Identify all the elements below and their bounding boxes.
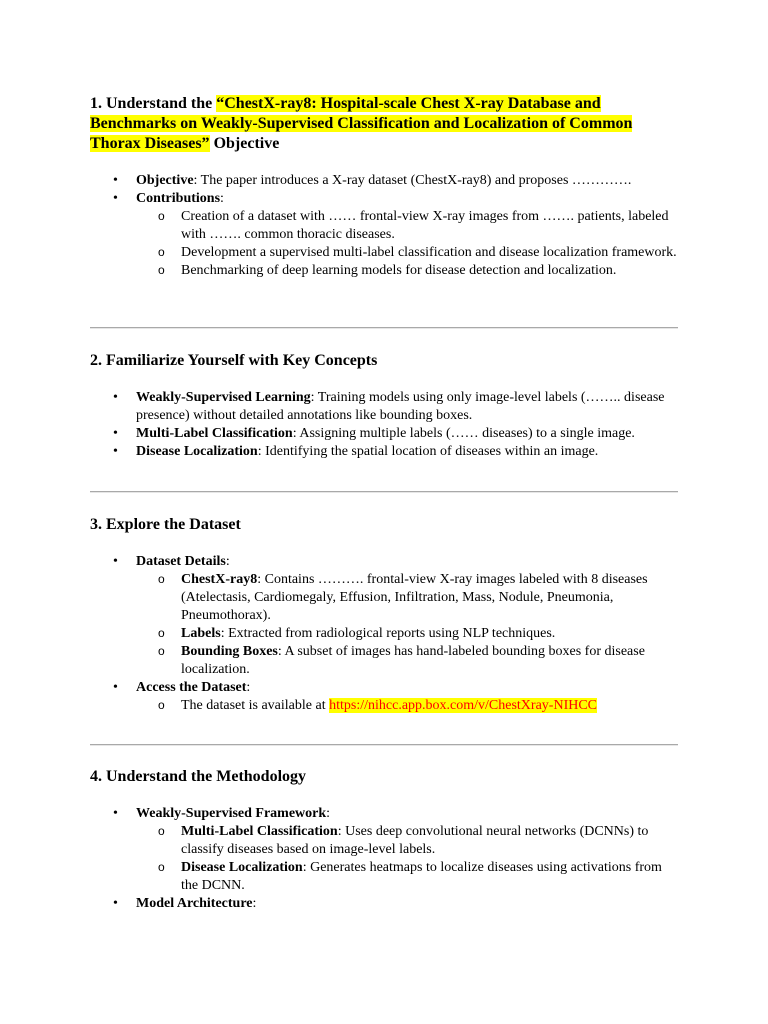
objective-list (90, 172, 680, 280)
concepts-list (90, 389, 680, 461)
list-item: o The dataset is available at https://nihcc.app.box.com/v/ChestXray-NIHCC (136, 697, 680, 715)
paper-title-highlight: “ChestX-ray8: Hospital-scale Chest X-ray Database and Benchmarks on Weakly-Supervised Classification and Localization of Common Thorax Diseases” (90, 95, 633, 152)
list-item: o ChestX-ray8: Contains ………. frontal-view X-ray images labeled with 8 diseases (Atelectasis, Cardiomegaly, Effusion, Infiltration, Mass, Nodule, Pneumonia, Pneumothorax). (136, 571, 680, 625)
dataset-list (90, 553, 680, 715)
section-methodology (90, 767, 680, 913)
section-3-heading: 3. Explore the Dataset (90, 516, 241, 533)
dataset-link[interactable]: https://nihcc.app.box.com/v/ChestXray-NIHCC (329, 698, 598, 713)
horizontal-rule (90, 327, 678, 329)
list-item: • Model Architecture: (90, 895, 680, 913)
list-item: o Bounding Boxes: A subset of images has hand-labeled bounding boxes for disease localization. (136, 643, 680, 679)
section-dataset (90, 515, 680, 715)
list-item: • Access the Dataset: o The dataset is available at https://nihcc.app.box.com/v/ChestXray-NIHCC (90, 679, 680, 715)
dataset-details-sublist (136, 571, 680, 679)
contributions-sublist (136, 208, 680, 280)
list-item: • Objective: The paper introduces a X-ray dataset (ChestX-ray8) and proposes …………. (90, 172, 680, 190)
list-item: • Contributions: o Creation of a dataset with …… frontal-view X-ray images from ……. patients, labeled with ……. common thoracic diseases. o Development a supervised multi-label classification and disease localization framework. o Benchmarking of deep learning models for disease detection and localization. (90, 190, 680, 280)
section-4-heading: 4. Understand the Methodology (90, 768, 307, 785)
section-2-heading: 2. Familiarize Yourself with Key Concepts (90, 352, 378, 369)
horizontal-rule (90, 744, 678, 746)
list-item: o Labels: Extracted from radiological reports using NLP techniques. (136, 625, 680, 643)
list-item: o Creation of a dataset with …… frontal-view X-ray images from ……. patients, labeled with ……. common thoracic diseases. (136, 208, 680, 244)
list-item: o Development a supervised multi-label classification and disease localization framework. (136, 244, 680, 262)
section-objective (90, 94, 680, 280)
list-item: • Weakly-Supervised Learning: Training models using only image-level labels (…….. disease presence) without detailed annotations like bounding boxes. (90, 389, 680, 425)
methodology-list (90, 805, 680, 913)
list-item: o Multi-Label Classification: Uses deep convolutional neural networks (DCNNs) to classify diseases based on image-level labels. (136, 823, 680, 859)
section-1-heading: 1. Understand the “ChestX-ray8: Hospital-scale Chest X-ray Database and Benchmarks on Weakly-Supervised Classification and Localization of Common Thorax Diseases” Objective (90, 95, 633, 152)
framework-sublist (136, 823, 680, 895)
list-item: • Multi-Label Classification: Assigning multiple labels (…… diseases) to a single image. (90, 425, 680, 443)
list-item: o Disease Localization: Generates heatmaps to localize diseases using activations from the DCNN. (136, 859, 680, 895)
list-item: o Benchmarking of deep learning models for disease detection and localization. (136, 262, 680, 280)
list-item: • Weakly-Supervised Framework: o Multi-Label Classification: Uses deep convolutional neural networks (DCNNs) to classify diseases based on image-level labels. o Disease Localization: Generates heatmaps to localize diseases using activations from the DCNN. (90, 805, 680, 895)
access-sublist (136, 697, 680, 715)
horizontal-rule (90, 491, 678, 493)
list-item: • Dataset Details: o ChestX-ray8: Contains ………. frontal-view X-ray images labeled with 8 diseases (Atelectasis, Cardiomegaly, Effusion, Infiltration, Mass, Nodule, Pneumonia, Pneumothorax). o Labels: Extracted from radiological reports using NLP techniques. o Bounding Boxes: A subset of images has hand-labeled bounding boxes for disease localization. (90, 553, 680, 679)
section-key-concepts (90, 351, 680, 461)
list-item: • Disease Localization: Identifying the spatial location of diseases within an image. (90, 443, 680, 461)
